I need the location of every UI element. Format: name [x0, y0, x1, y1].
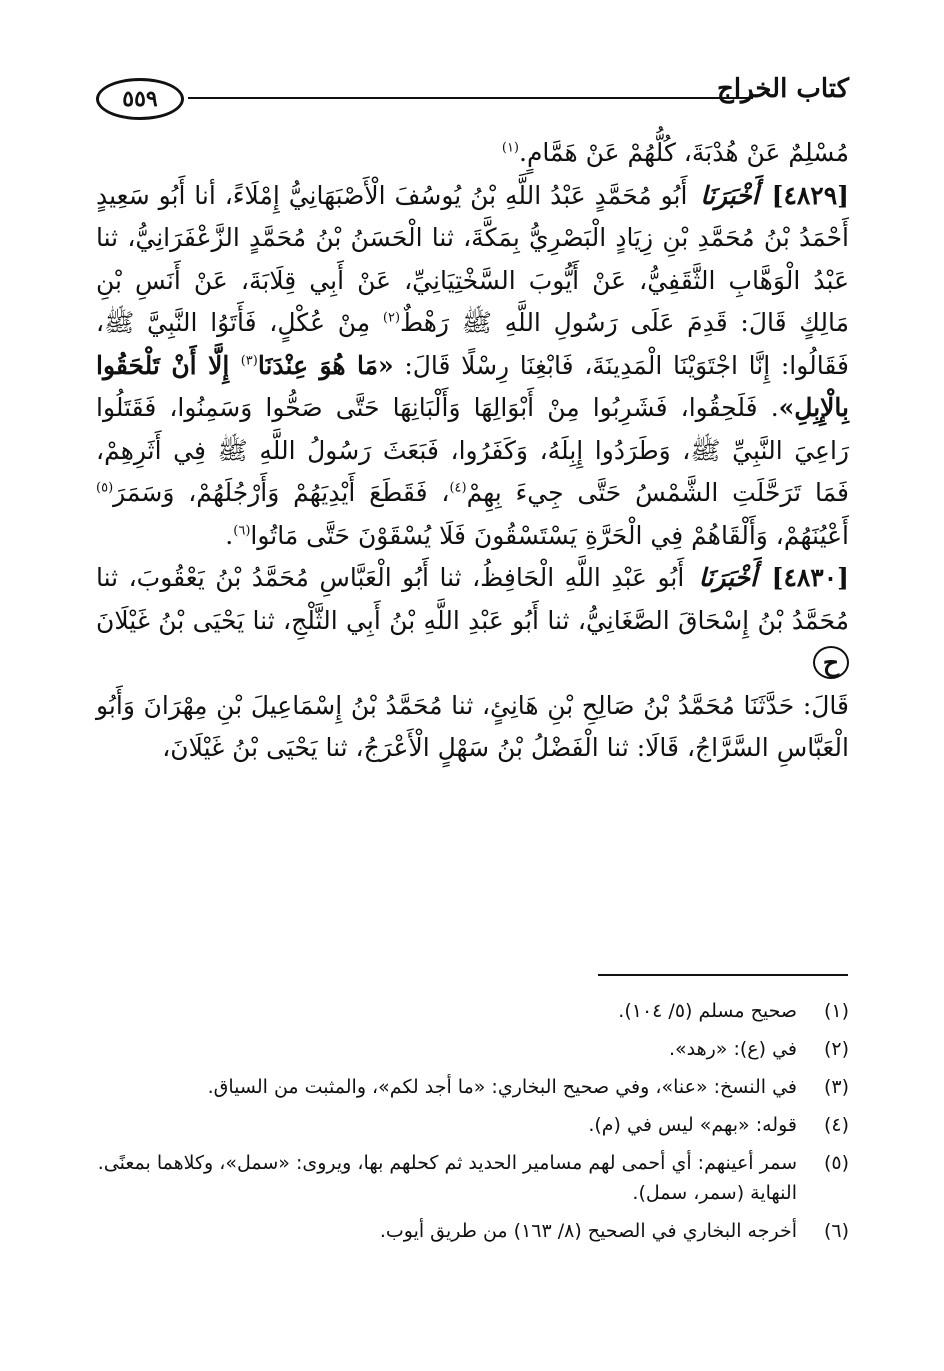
footnote-number: (٢)	[823, 1038, 849, 1060]
footnote-text: صحيح مسلم (٥/ ١٠٤).	[618, 1000, 797, 1022]
tahwil-mark: ح	[813, 646, 849, 679]
footnotes	[96, 996, 849, 1254]
footnote-ref: (٣)	[240, 353, 258, 369]
footnote-item	[96, 1148, 849, 1208]
footnote-number: (١)	[823, 1000, 849, 1022]
hadith-text: أَبُو عَبْدِ اللَّهِ الْحَافِظُ، ثنا أَبُو الْعَبَّاسِ مُحَمَّدُ بْنُ يَعْقُوبَ، ثنا مُحَمَّدُ بْنُ إِسْحَاقَ الصَّغَانِيُّ، ثنا أَبُو عَبْدِ اللَّهِ بْنُ أَبِي الثَّلْجِ، ثنا يَحْيَى بْنُ غَيْلَانَ	[96, 563, 849, 635]
footnote-text: في (ع): «رهد».	[668, 1038, 797, 1060]
prophetic-quote: إِلَّا أَنْ تَلْحَقُوا بِالْإِبِلِ»	[96, 350, 849, 422]
paragraph-continuation	[96, 132, 849, 175]
hadith-4830	[96, 557, 849, 685]
hadith-text: قَالَ: حَدَّثَنَا مُحَمَّدُ بْنُ صَالِحِ بْنِ هَانِئٍ، ثنا مُحَمَّدُ بْنُ إِسْمَاعِيلَ بْنِ مِهْرَانَ وَأَبُو الْعَبَّاسِ السَّرَّاجُ، قَالَا: ثنا الْفَضْلُ بْنُ سَهْلٍ الْأَعْرَجُ، ثنا يَحْيَى بْنُ غَيْلَانَ،	[96, 690, 849, 762]
footnote-text: قوله: «بهم» ليس في (م).	[588, 1114, 797, 1136]
main-text	[96, 132, 849, 770]
prophetic-quote: «مَا هُوَ عِنْدَنَا	[257, 350, 394, 380]
page-header	[96, 70, 849, 130]
footnote-number: (٥)	[823, 1152, 849, 1174]
footnote-item	[96, 1034, 849, 1064]
hadith-text: . فَلَحِقُوا، فَشَرِبُوا مِنْ أَبْوَالِهَا وَأَلْبَانِهَا حَتَّى صَحُّوا وَسَمِنُوا، فَقَتَلُوا رَاعِيَ النَّبِيِّ ﷺ، وَطَرَدُوا إِبِلَهُ، وَكَفَرُوا، فَبَعَثَ رَسُولُ اللَّهِ ﷺ فِي أَثَرِهِمْ، فَمَا تَرَحَّلَتِ الشَّمْسُ حَتَّى جِيءَ بِهِمْ	[96, 393, 850, 507]
paragraph-qala	[96, 685, 849, 770]
footnote-separator	[598, 974, 848, 976]
hadith-text: أَبُو مُحَمَّدٍ عَبْدُ اللَّهِ بْنُ يُوسُفَ الْأَصْبَهَانِيُّ إِمْلَاءً، أنا أَبُو سَعِيدٍ أَحْمَدُ بْنُ مُحَمَّدِ بْنِ زِيَادٍ الْبَصْرِيُّ بِمَكَّةَ، ثنا الْحَسَنُ بْنُ مُحَمَّدٍ الزَّعْفَرَانِيُّ، ثنا عَبْدُ الْوَهَّابِ الثَّقَفِيُّ، عَنْ أَيُّوبَ السَّخْتِيَانِيِّ، عَنْ أَبِي قِلَابَةَ، عَنْ أَنَسِ بْنِ مَالِكٍ قَالَ: قَدِمَ عَلَى رَسُولِ اللَّهِ ﷺ رَهْطٌ	[96, 180, 849, 337]
hadith-text: أَعْيُنَهُمْ، وَأَلْقَاهُمْ فِي الْحَرَّةِ يَسْتَسْقُونَ فَلَا يُسْقَوْنَ حَتَّى مَاتُوا	[250, 520, 849, 550]
footnote-ref: (٤)	[449, 480, 467, 496]
hadith-text: مِنْ عُكْلٍ، فَأَتَوُا النَّبِيَّ ﷺ، فَقَالُوا: إِنَّا اجْتَوَيْنَا الْمَدِينَةَ، فَابْغِنَا رِسْلًا قَالَ:	[96, 308, 849, 380]
footnote-text: في النسخ: «عنا»، وفي صحيح البخاري: «ما أجد لكم»، والمثبت من السياق.	[207, 1076, 797, 1098]
footnote-item	[96, 1110, 849, 1140]
footnote-ref: (٥)	[96, 480, 114, 496]
header-rule	[188, 97, 753, 99]
akhbarana-label: أَخْبَرَنَا	[700, 180, 759, 210]
page-number: ٥٥٩	[96, 78, 184, 120]
hadith-number: [٤٨٣٠]	[771, 563, 849, 592]
footnote-number: (٣)	[823, 1076, 849, 1098]
footnote-item	[96, 1216, 849, 1246]
footnote-item	[96, 996, 849, 1026]
hadith-number: [٤٨٢٩]	[771, 180, 849, 210]
footnote-item	[96, 1072, 849, 1102]
footnote-ref: (٢)	[382, 310, 401, 326]
footnote-number: (٦)	[823, 1220, 849, 1242]
hadith-text: .	[225, 520, 234, 550]
hadith-text: ، فَقَطَعَ أَيْدِيَهُمْ وَأَرْجُلَهُمْ، وَسَمَرَ	[113, 478, 450, 507]
continuation-text: مُسْلِمٌ عَنْ هُدْبَةَ، كُلُّهُمْ عَنْ هَمَّامٍ.	[519, 138, 849, 167]
footnote-ref: (٦)	[233, 523, 251, 539]
hadith-4829	[96, 175, 849, 558]
footnote-number: (٤)	[823, 1114, 849, 1136]
footnote-ref: (١)	[501, 140, 519, 156]
footnote-text: أخرجه البخاري في الصحيح (٨/ ١٦٣) من طريق أيوب.	[379, 1220, 797, 1242]
footnote-text: سمر أعينهم: أي أحمى لهم مسامير الحديد ثم كحلهم بها، ويروى: «سمل»، وكلاهما بمعنًى. النهاية (سمر، سمل).	[97, 1152, 797, 1204]
akhbarana-label: أَخْبَرَنَا	[698, 563, 758, 592]
chapter-title: كتاب الخراج	[717, 74, 849, 104]
